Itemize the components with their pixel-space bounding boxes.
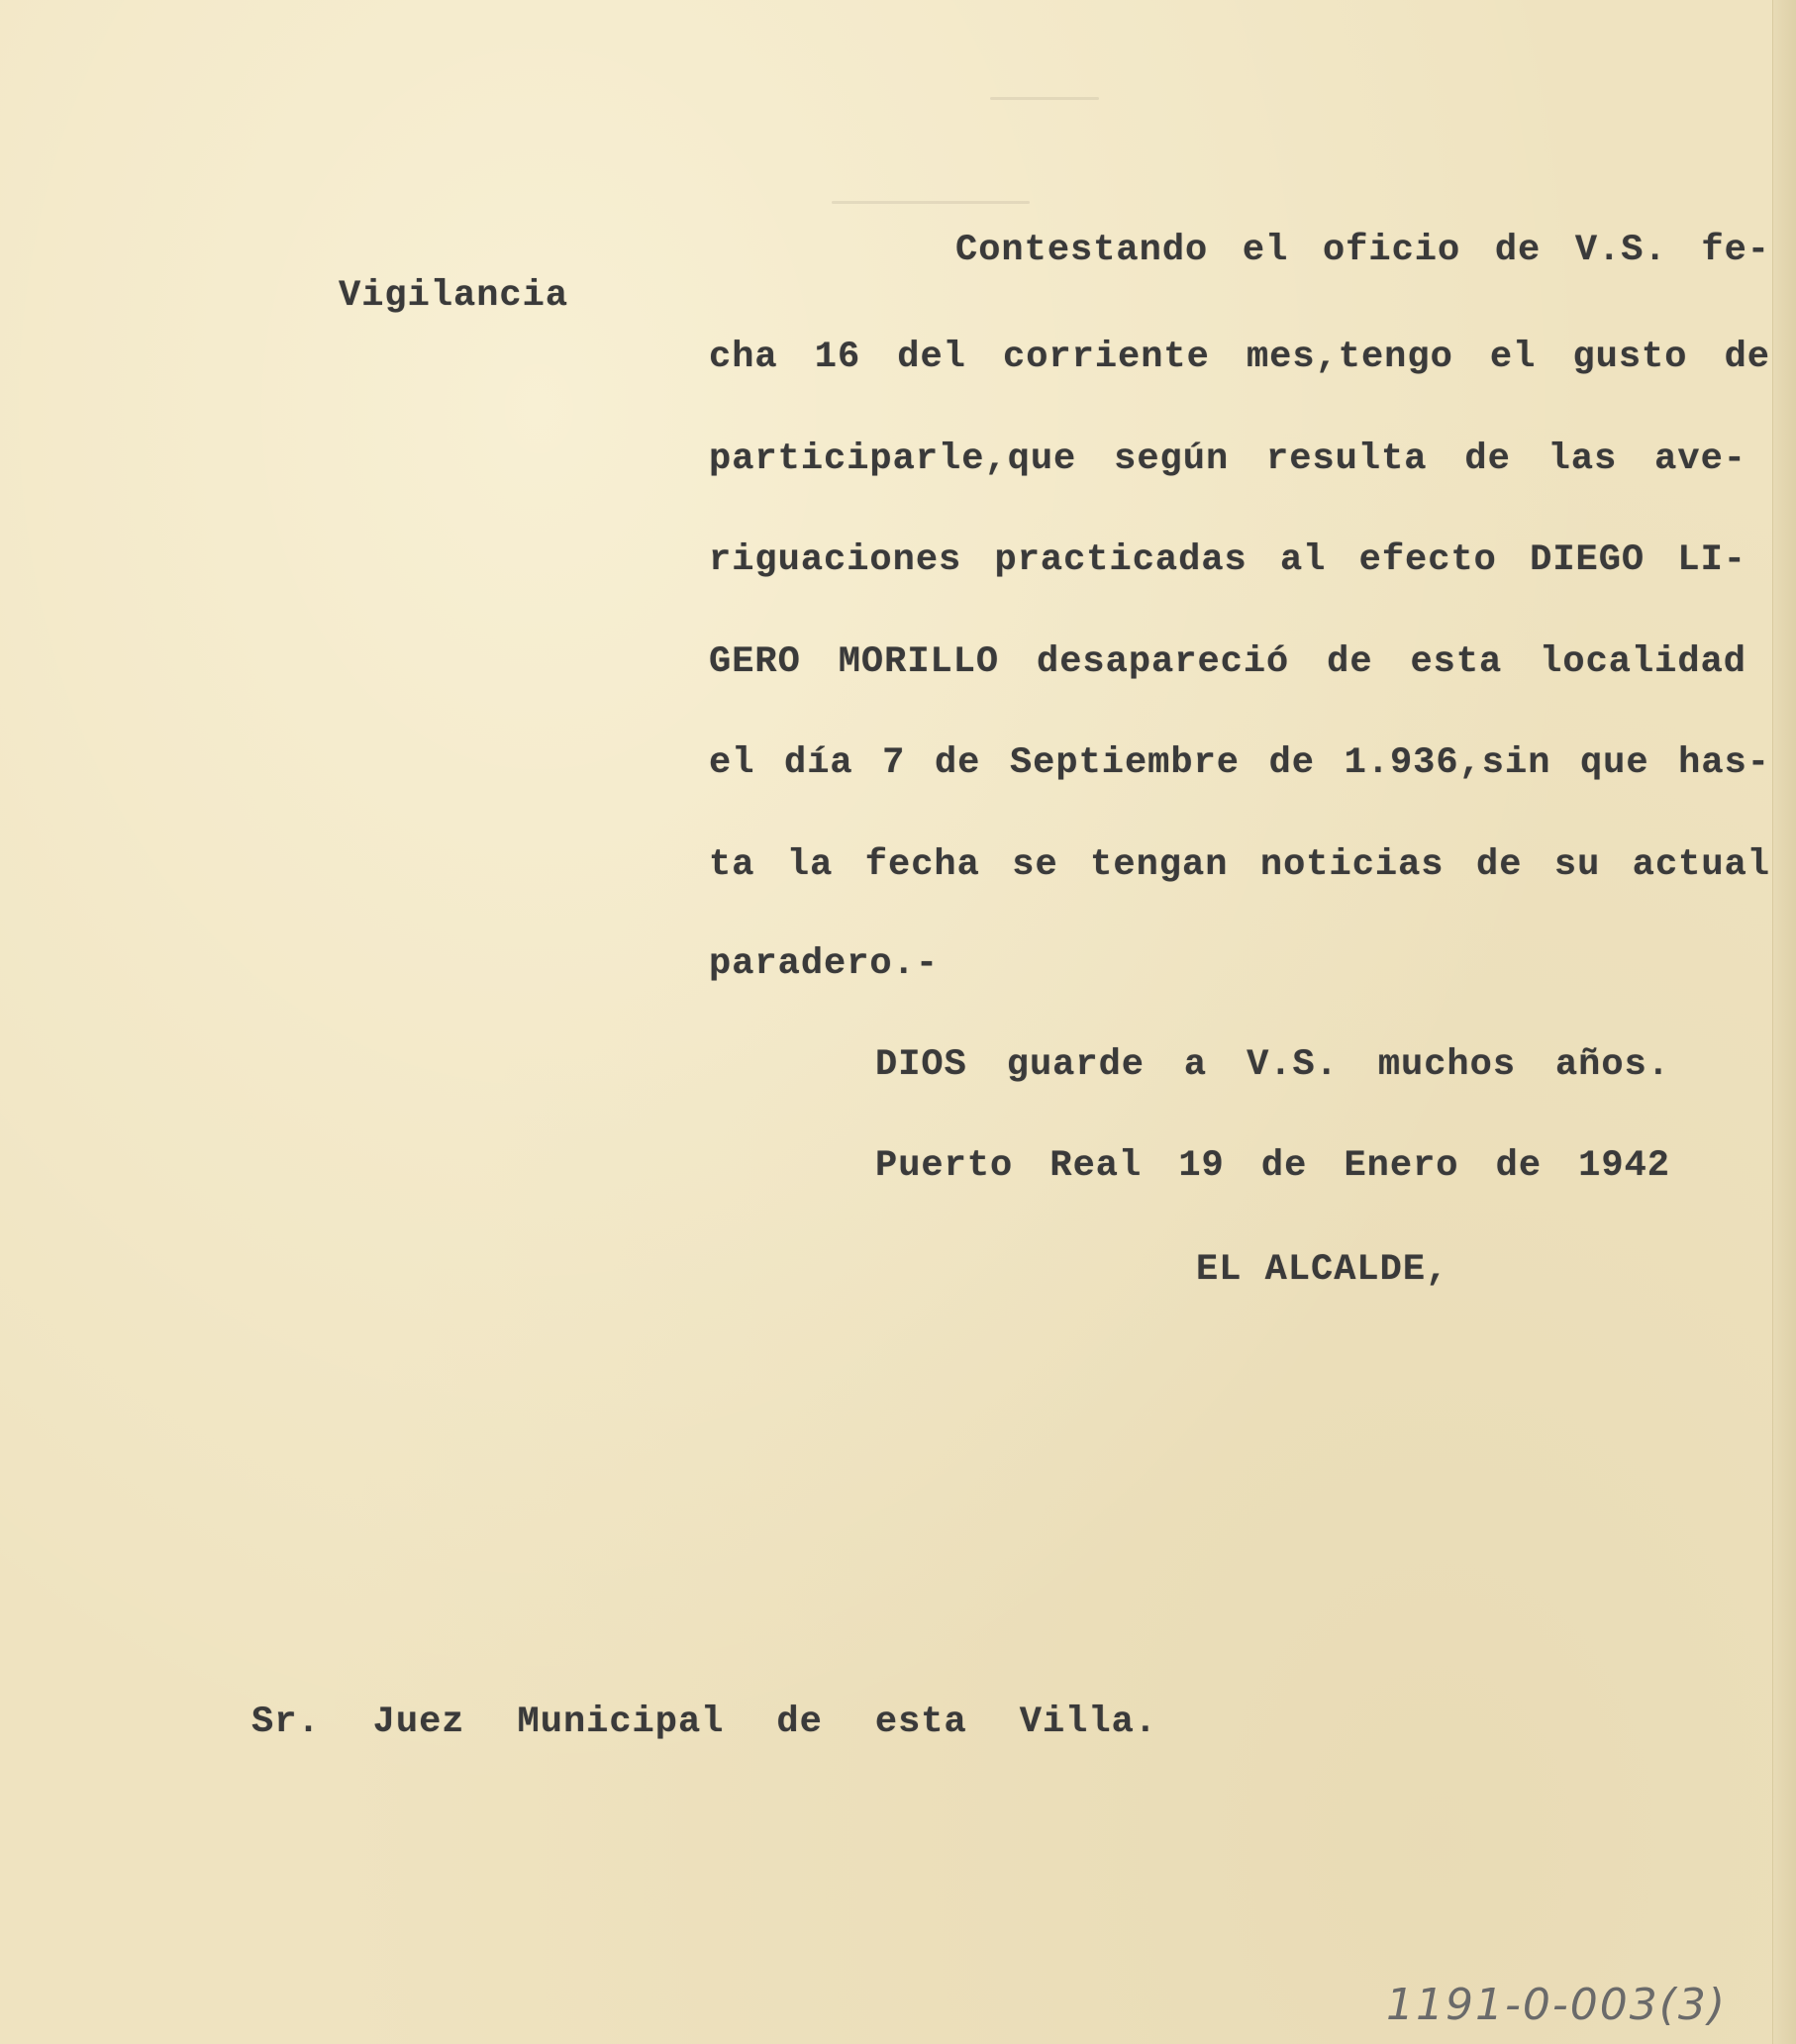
department-label: Vigilancia [339, 275, 569, 317]
signature-title: EL ALCALDE, [1196, 1249, 1449, 1291]
body-line-1: Contestando el oficio de V.S. fe- [955, 230, 1770, 271]
paper-smudge [832, 201, 1030, 204]
reference-number: 1191-0-003(3) [1386, 1980, 1728, 2030]
body-line-6: el día 7 de Septiembre de 1.936,sin que has- [709, 742, 1770, 784]
body-line-7: ta la fecha se tengan noticias de su actual [709, 844, 1770, 886]
paper-smudge [990, 97, 1099, 100]
body-line-4: riguaciones practicadas al efecto DIEGO LI- [709, 539, 1746, 581]
body-line-2: cha 16 del corriente mes,tengo el gusto de [709, 337, 1770, 378]
body-line-3: participarle,que según resulta de las ave- [709, 438, 1746, 480]
closing-line: DIOS guarde a V.S. muchos años. [875, 1044, 1670, 1086]
body-line-5: GERO MORILLO desapareció de esta localidad [709, 641, 1746, 683]
place-date: Puerto Real 19 de Enero de 1942 [875, 1145, 1670, 1187]
page-edge [1772, 0, 1796, 2044]
body-line-8: paradero.- [709, 943, 940, 985]
addressee: Sr. Juez Municipal de esta Villa. [251, 1702, 1157, 1743]
